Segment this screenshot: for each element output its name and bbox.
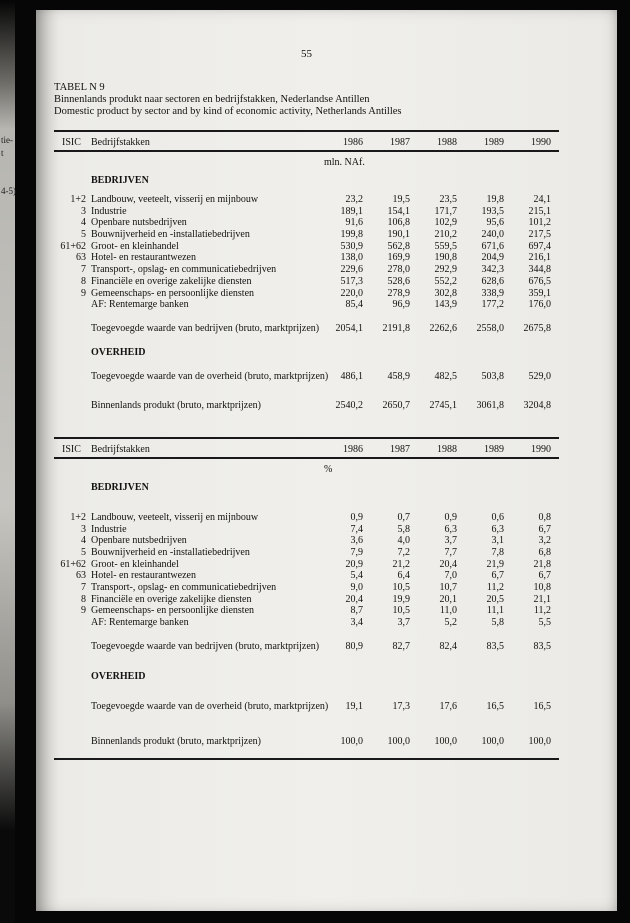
cell-value: 7,2 [397,547,410,558]
cell-value: 193,5 [481,205,504,217]
cell-value: 23,2 [345,194,363,205]
blank-line [54,382,559,400]
cell-value: 278,0 [387,264,410,276]
table-row [54,570,559,582]
isic-code [54,299,86,311]
cell-value: 169,9 [387,252,410,264]
row-label: Openbare nutsbedrijven [91,217,187,229]
cell-value: 21,2 [392,558,410,570]
blank-line [54,335,559,347]
row-label: Transport-, opslag- en communicatiebedrijven [91,582,277,594]
cell-value: 342,3 [481,264,504,276]
summary-value: 2558,0 [476,322,504,334]
cell-value: 190,1 [387,229,410,241]
cell-value: 6,8 [538,547,551,558]
cell-value: 628,6 [481,275,504,287]
table-row [54,524,559,536]
cell-value: 4,0 [397,535,410,547]
row-label: Openbare nutsbedrijven [91,535,187,547]
cell-value: 95,6 [486,217,504,229]
isic-code: 7 [81,582,86,594]
summary-value: 82,7 [392,640,410,652]
edge-text-fragment: t [1,148,4,158]
summary-value: 16,5 [533,700,551,712]
table-row [54,288,559,300]
page-content [54,10,559,760]
table-row [54,582,559,594]
blank-line [54,629,559,641]
cell-value: 20,4 [345,593,363,605]
isic-code: 1+2 [70,511,86,523]
cell-value: 85,4 [345,299,363,311]
page-number: 55 [301,48,312,60]
row-label: AF: Rentemarge banken [91,617,189,629]
blank-line [54,494,559,512]
isic-code: 3 [81,205,86,217]
cell-value: 292,9 [434,264,457,276]
cell-value: 9,0 [350,582,363,594]
section-heading [54,347,559,359]
cell-value: 302,8 [434,287,457,299]
cell-value: 19,5 [392,194,410,205]
summary-value: 2675,8 [523,322,551,334]
cell-value: 11,1 [486,605,504,617]
blank-line [54,311,559,323]
cell-value: 20,1 [439,593,457,605]
summary-value: 83,5 [486,640,504,652]
table-title-block [54,82,559,118]
cell-value: 5,4 [350,570,363,582]
summary-value: 2191,8 [382,322,410,334]
cell-value: 6,3 [444,523,457,535]
col-header-year: 1989 [484,137,504,148]
cell-value: 23,5 [439,194,457,205]
cell-value: 7,4 [350,523,363,535]
unit-label: mln. NAf. [324,157,365,168]
col-header-year: 1990 [531,137,551,148]
cell-value: 11,2 [486,582,504,594]
table-row [54,547,559,559]
cell-value: 215,1 [528,205,551,217]
blank-line [54,168,559,175]
cell-value: 530,9 [340,240,363,252]
cell-value: 154,1 [387,205,410,217]
table-label: TABEL N 9 [54,82,105,93]
cell-value: 344,8 [528,264,551,276]
row-label: Hotel- en restaurantwezen [91,252,196,264]
blank-line [54,359,559,371]
summary-value: 2540,2 [335,400,363,412]
blank-line [54,683,559,701]
col-header-year: 1988 [437,137,457,148]
summary-value: 100,0 [387,736,410,748]
cell-value: 96,9 [392,299,410,311]
summary-label: Binnenlands produkt (bruto, marktprijzen) [91,400,261,412]
row-label: Financiële en overige zakelijke diensten [91,593,252,605]
summary-value: 83,5 [533,640,551,652]
summary-value: 100,0 [481,736,504,748]
cell-value: 5,8 [491,617,504,629]
col-header-isic: ISIC [62,137,81,148]
row-label: Gemeenschaps- en persoonlijke diensten [91,605,255,617]
cell-value: 0,6 [491,511,504,523]
cell-value: 24,1 [533,194,551,205]
cell-value: 3,4 [350,617,363,629]
summary-value: 16,5 [486,700,504,712]
cell-value: 8,7 [350,605,363,617]
col-header-year: 1986 [343,443,363,455]
cell-value: 10,8 [533,582,551,594]
section-heading-label: BEDRIJVEN [91,175,149,186]
blank-line [54,475,559,482]
table-body [54,475,559,748]
row-label: Landbouw, veeteelt, visserij en mijnbouw [91,194,259,205]
cell-value: 6,3 [491,523,504,535]
summary-row [54,323,559,335]
cell-value: 21,8 [533,558,551,570]
row-label: Transport-, opslag- en communicatiebedrijven [91,264,277,276]
cell-value: 101,2 [528,217,551,229]
cell-value: 10,5 [392,582,410,594]
cell-value: 204,9 [481,252,504,264]
isic-code: 61+62 [60,558,86,570]
isic-code: 61+62 [60,240,86,252]
row-label: Groot- en kleinhandel [91,558,179,570]
cell-value: 562,8 [387,240,410,252]
summary-value: 19,1 [345,700,363,712]
cell-value: 176,0 [528,299,551,311]
summary-value: 2650,7 [382,400,410,412]
table-row [54,512,559,524]
cell-value: 7,9 [350,547,363,558]
summary-value: 82,4 [439,640,457,652]
table-percent [54,437,559,760]
table-row [54,535,559,547]
cell-value: 20,4 [439,558,457,570]
table-row [54,264,559,276]
col-header-year: 1988 [437,443,457,455]
blank-line [54,187,559,194]
cell-value: 3,7 [444,535,457,547]
summary-value: 100,0 [528,736,551,748]
isic-code [54,617,86,629]
summary-value: 2745,1 [429,400,457,412]
summary-value: 2054,1 [335,322,363,334]
row-label: Landbouw, veeteelt, visserij en mijnbouw [91,511,259,523]
summary-value: 486,1 [340,370,363,382]
cell-value: 0,9 [350,511,363,523]
section-heading [54,482,559,494]
summary-value: 3061,8 [476,400,504,412]
summary-value: 2262,6 [429,322,457,334]
summary-label: Toegevoegde waarde van bedrijven (bruto, marktprijzen) [91,640,320,652]
isic-code: 63 [76,252,86,264]
unit-label: % [324,463,333,475]
table-row [54,594,559,606]
cell-value: 19,9 [392,593,410,605]
summary-value: 80,9 [345,640,363,652]
cell-value: 11,0 [439,605,457,617]
cell-value: 5,2 [444,617,457,629]
title-english: Domestic product by sector and by kind of economic activity, Netherlands Antilles [54,106,402,117]
isic-code: 3 [81,523,86,535]
row-label: Groot- en kleinhandel [91,240,179,252]
edge-text-fragment: 4-5) [1,186,16,196]
cell-value: 210,2 [434,229,457,241]
isic-code: 1+2 [70,194,86,205]
summary-label: Toegevoegde waarde van bedrijven (bruto, marktprijzen) [91,322,320,334]
cell-value: 171,7 [434,205,457,217]
isic-code: 9 [81,605,86,617]
cell-value: 216,1 [528,252,551,264]
row-label: Bouwnijverheid en -installatiebedrijven [91,229,250,241]
cell-value: 559,5 [434,240,457,252]
cell-value: 143,9 [434,299,457,311]
table-body [54,168,559,412]
col-header-bedrijfstakken: Bedrijfstakken [91,137,150,148]
col-header-isic: ISIC [62,443,81,455]
cell-value: 359,1 [528,287,551,299]
cell-value: 528,6 [387,275,410,287]
row-label: Industrie [91,205,127,217]
cell-value: 106,8 [387,217,410,229]
table-row [54,206,559,218]
table-row [54,559,559,571]
table-row [54,252,559,264]
isic-code: 63 [76,570,86,582]
cell-value: 0,9 [444,511,457,523]
cell-value: 11,2 [533,605,551,617]
row-label: Industrie [91,523,127,535]
cell-value: 199,8 [340,229,363,241]
section-heading-label: BEDRIJVEN [91,481,149,493]
summary-value: 482,5 [434,370,457,382]
isic-code: 8 [81,275,86,287]
section-heading-label: OVERHEID [91,346,146,358]
cell-value: 190,8 [434,252,457,264]
table-row [54,276,559,288]
summary-row [54,400,559,412]
isic-code: 9 [81,287,86,299]
table-row [54,241,559,253]
isic-code: 7 [81,264,86,276]
summary-row [54,371,559,383]
table-row [54,617,559,629]
cell-value: 3,2 [538,535,551,547]
cell-value: 552,2 [434,275,457,287]
summary-value: 100,0 [340,736,363,748]
isic-code: 5 [81,229,86,241]
summary-row [54,701,559,713]
cell-value: 517,3 [340,275,363,287]
document-page [36,10,617,911]
summary-value: 100,0 [434,736,457,748]
cell-value: 19,8 [486,194,504,205]
col-header-year: 1989 [484,443,504,455]
cell-value: 177,2 [481,299,504,311]
cell-value: 0,7 [397,511,410,523]
cell-value: 7,8 [491,547,504,558]
cell-value: 6,7 [491,570,504,582]
summary-row [54,641,559,653]
table-mln-naf [54,130,559,412]
isic-code: 8 [81,593,86,605]
cell-value: 6,7 [538,570,551,582]
cell-value: 0,8 [538,511,551,523]
row-label: Gemeenschaps- en persoonlijke diensten [91,287,255,299]
table-header-row [54,437,559,459]
isic-code: 4 [81,217,86,229]
cell-value: 21,1 [533,593,551,605]
cell-value: 21,9 [486,558,504,570]
blank-line [54,712,559,736]
row-label: Financiële en overige zakelijke diensten [91,275,252,287]
table-row [54,229,559,241]
isic-code: 5 [81,547,86,558]
cell-value: 278,9 [387,287,410,299]
cell-value: 102,9 [434,217,457,229]
summary-value: 17,3 [392,700,410,712]
cell-value: 338,9 [481,287,504,299]
row-label: AF: Rentemarge banken [91,299,189,311]
table-row [54,605,559,617]
summary-value: 3204,8 [523,400,551,412]
col-header-year: 1987 [390,443,410,455]
cell-value: 3,1 [491,535,504,547]
cell-value: 3,7 [397,617,410,629]
unit-row [54,152,559,168]
summary-label: Toegevoegde waarde van de overheid (bruto, marktprijzen) [91,370,329,382]
table-bottom-rule [54,758,559,760]
summary-value: 529,0 [528,370,551,382]
summary-value: 17,6 [439,700,457,712]
cell-value: 138,0 [340,252,363,264]
cell-value: 220,0 [340,287,363,299]
unit-row [54,459,559,475]
title-dutch: Binnenlands produkt naar sectoren en bedrijfstakken, Nederlandse Antillen [54,94,370,105]
section-heading-label: OVERHEID [91,670,146,682]
isic-code: 4 [81,535,86,547]
summary-label: Binnenlands produkt (bruto, marktprijzen) [91,736,261,748]
left-scan-edge [0,0,15,923]
cell-value: 91,6 [345,217,363,229]
cell-value: 671,6 [481,240,504,252]
table-row [54,194,559,206]
cell-value: 6,7 [538,523,551,535]
cell-value: 3,6 [350,535,363,547]
cell-value: 217,5 [528,229,551,241]
summary-label: Toegevoegde waarde van de overheid (bruto, marktprijzen) [91,700,329,712]
col-header-year: 1987 [390,137,410,148]
section-heading [54,175,559,187]
edge-text-fragment: tie- [1,135,13,145]
summary-value: 503,8 [481,370,504,382]
cell-value: 20,5 [486,593,504,605]
row-label: Hotel- en restaurantwezen [91,570,196,582]
cell-value: 5,8 [397,523,410,535]
col-header-year: 1986 [343,137,363,148]
cell-value: 10,5 [392,605,410,617]
cell-value: 5,5 [538,617,551,629]
table-row [54,299,559,311]
cell-value: 20,9 [345,558,363,570]
cell-value: 676,5 [528,275,551,287]
cell-value: 6,4 [397,570,410,582]
cell-value: 7,7 [444,547,457,558]
summary-value: 458,9 [387,370,410,382]
cell-value: 10,7 [439,582,457,594]
col-header-bedrijfstakken: Bedrijfstakken [91,443,150,455]
summary-row [54,736,559,748]
cell-value: 189,1 [340,205,363,217]
col-header-year: 1990 [531,443,551,455]
section-heading [54,671,559,683]
blank-line [54,653,559,671]
table-row [54,217,559,229]
row-label: Bouwnijverheid en -installatiebedrijven [91,547,250,558]
cell-value: 240,0 [481,229,504,241]
cell-value: 697,4 [528,240,551,252]
table-header-row [54,130,559,152]
cell-value: 229,6 [340,264,363,276]
cell-value: 7,0 [444,570,457,582]
